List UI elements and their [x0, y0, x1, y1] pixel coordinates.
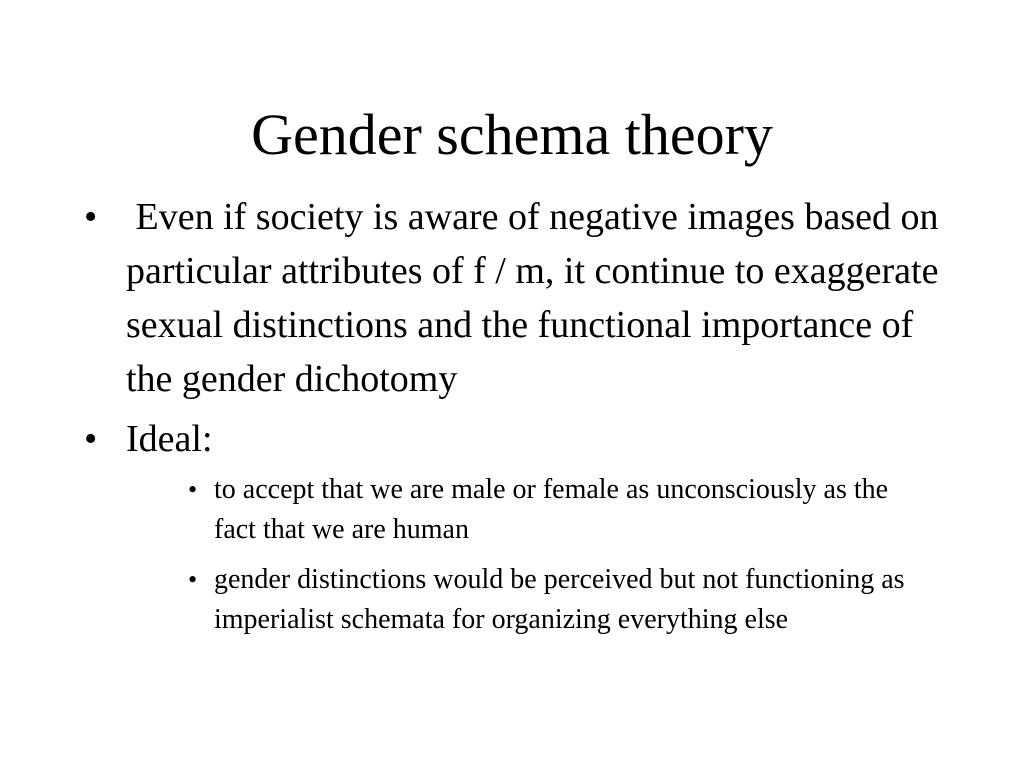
- sub-bullet-item: [188, 470, 908, 550]
- bullet-list: [84, 190, 954, 650]
- sub-bullet-marker: •: [188, 565, 198, 594]
- sub-bullet-item: [188, 560, 908, 640]
- bullet-marker: •: [84, 418, 98, 460]
- bullet-text: Even if society is aware of negative images based on particular attributes of f / m, it continue to exaggerate sexual distinctions and the functional importance of the gender dichotomy: [126, 196, 948, 400]
- sub-bullet-marker: •: [188, 475, 198, 504]
- bullet-item: [84, 190, 954, 406]
- sub-bullet-text: gender distinctions would be perceived but not functioning as imperialist schemata for organizing everything else: [214, 564, 905, 635]
- sub-bullet-text: to accept that we are male or female as unconsciously as the fact that we are human: [214, 474, 889, 545]
- bullet-text: Ideal:: [126, 418, 213, 460]
- bullet-item: [84, 412, 954, 640]
- bullet-marker: •: [84, 196, 98, 238]
- sub-bullet-list: [188, 470, 908, 640]
- slide-title: Gender schema theory: [251, 102, 773, 167]
